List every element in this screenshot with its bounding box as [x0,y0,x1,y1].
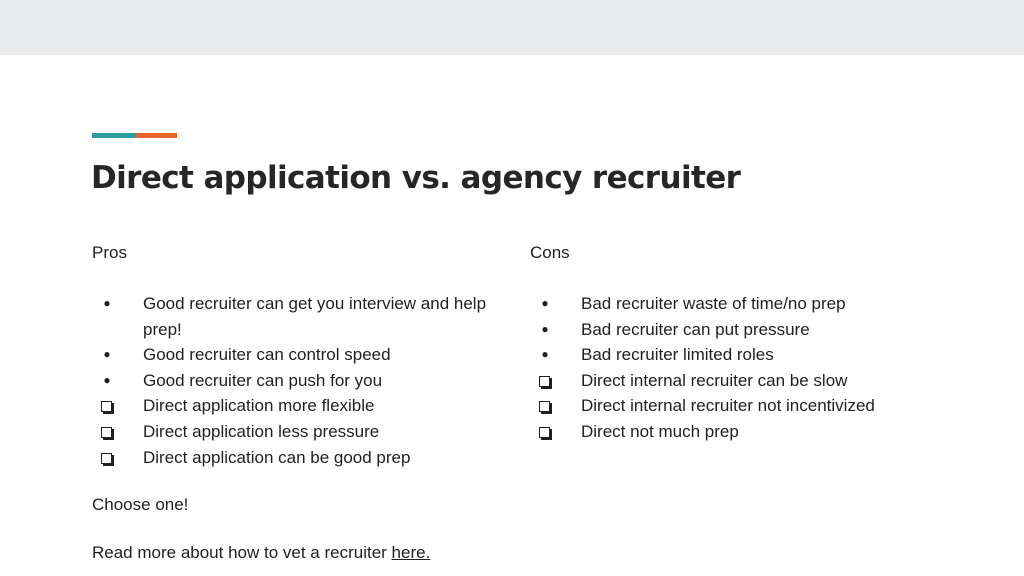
list-item [92,393,492,419]
read-more-link[interactable]: here. [391,543,431,563]
checkbox-icon [539,427,550,438]
list-item [530,317,930,343]
list-item-text: Good recruiter can push for you [143,370,383,390]
list-item [530,368,930,394]
cons-column [530,242,930,445]
list-item-text: Good recruiter can control speed [143,345,391,365]
checkbox-icon [101,453,112,464]
list-item-text: Bad recruiter waste of time/no prep [581,294,846,313]
checkbox-icon [539,401,550,412]
bullet-icon: ● [103,296,111,310]
accent-bar-teal [92,133,136,138]
list-item [530,291,930,317]
list-item [92,368,492,394]
bullet-icon: ● [103,347,111,362]
pros-column [92,242,492,565]
list-item-text: Good recruiter can get you interview and help prep! [143,294,487,339]
list-item-text: Direct application less pressure [143,421,380,441]
list-item [530,393,930,419]
slide-title: Direct application vs. agency recruiter [91,160,741,196]
accent-bar-orange [136,133,177,138]
checkbox-icon [101,401,112,412]
closing-text: Choose one! [92,495,189,515]
read-more-text: Read more about how to vet a recruiter [92,543,392,563]
bullet-icon: ● [103,372,111,387]
list-item-text: Direct not much prep [581,421,739,441]
list-item-text: Direct application can be good prep [143,447,411,467]
top-bar [0,0,1024,55]
pros-heading: Pros [92,243,127,262]
list-item-text: Direct internal recruiter not incentivized [581,396,875,416]
list-item-text: Bad recruiter can put pressure [581,319,810,339]
list-item [92,419,492,445]
list-item-text: Direct application more flexible [143,396,375,416]
list-item [530,342,930,368]
cons-heading: Cons [530,243,570,262]
list-item [92,445,492,471]
list-item-text: Bad recruiter limited roles [581,345,774,365]
list-item [92,291,492,342]
cons-list [530,291,930,445]
list-item-text: Direct internal recruiter can be slow [581,370,848,390]
bullet-icon: ● [541,321,549,336]
list-item [92,342,492,368]
checkbox-icon [101,427,112,438]
pros-list [92,291,492,470]
read-more-line [92,540,492,565]
list-item [530,419,930,445]
bullet-icon: ● [541,296,549,310]
checkbox-icon [539,376,550,387]
bullet-icon: ● [541,347,549,362]
